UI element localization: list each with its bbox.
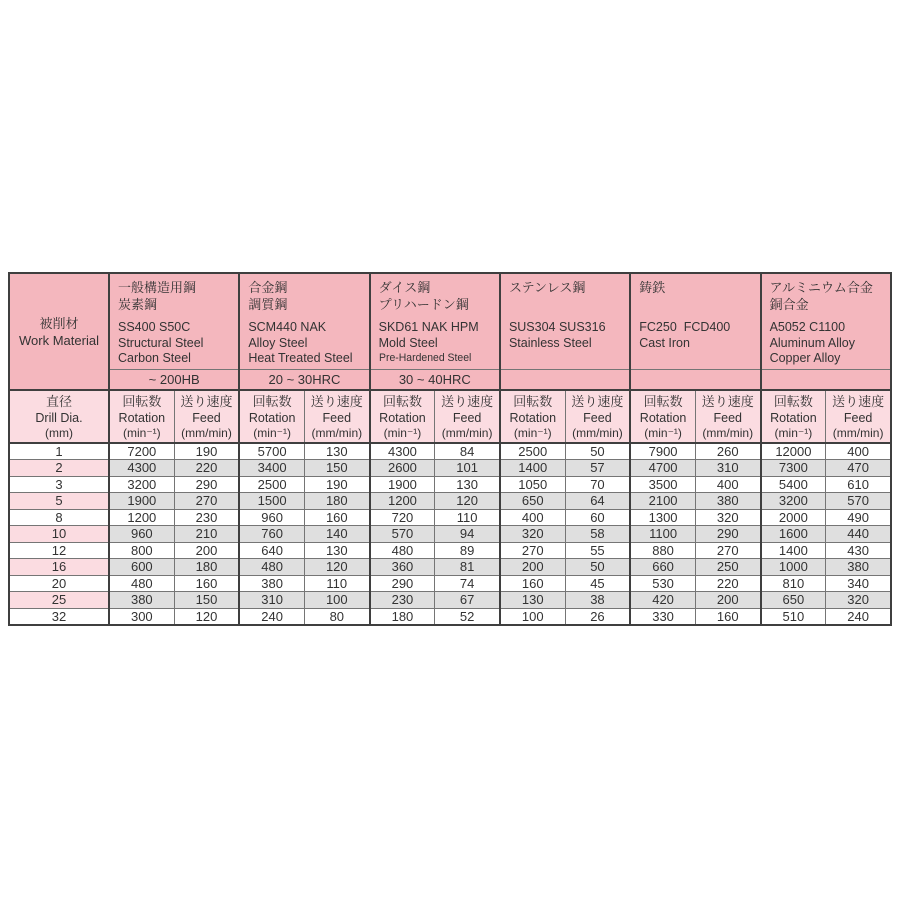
material-name-jp-line: 銅合金 <box>769 296 809 312</box>
value-cell: 2500 <box>239 476 304 493</box>
table-row <box>9 443 891 460</box>
value-cell: 5400 <box>761 476 826 493</box>
rotation-header-line: 回転数 <box>773 393 813 409</box>
value-cell: 180 <box>304 493 369 510</box>
value-cell: 380 <box>239 575 304 592</box>
feed-header-line: (mm/min) <box>311 425 363 440</box>
table-body <box>9 443 891 625</box>
value-cell: 310 <box>695 460 760 477</box>
material-header <box>239 273 369 369</box>
value-cell: 260 <box>695 443 760 460</box>
material-name-en-line: Aluminum Alloy <box>769 335 856 350</box>
rotation-header-line: 回転数 <box>382 393 422 409</box>
value-cell: 230 <box>174 509 239 526</box>
work-material-header <box>9 273 109 390</box>
value-cell: 7200 <box>109 443 174 460</box>
material-name-en <box>639 320 755 351</box>
dia-cell: 3 <box>9 476 109 493</box>
material-name-en-line: Structural Steel <box>118 335 204 350</box>
value-cell: 270 <box>695 542 760 559</box>
material-name-en-line: FC250 FCD400 <box>639 320 731 334</box>
material-header <box>109 273 239 369</box>
value-cell: 200 <box>500 559 565 576</box>
dia-header <box>9 390 109 443</box>
value-cell: 7900 <box>630 443 695 460</box>
value-cell: 290 <box>370 575 435 592</box>
value-cell: 240 <box>239 608 304 625</box>
value-cell: 290 <box>174 476 239 493</box>
table-row <box>9 476 891 493</box>
rotation-header <box>630 390 695 443</box>
rotation-header <box>109 390 174 443</box>
value-cell: 610 <box>826 476 891 493</box>
value-cell: 360 <box>370 559 435 576</box>
value-cell: 470 <box>826 460 891 477</box>
material-name-en-line: Cast Iron <box>639 335 690 350</box>
value-cell: 67 <box>435 592 500 609</box>
value-cell: 660 <box>630 559 695 576</box>
value-cell: 130 <box>304 542 369 559</box>
material-name-en-line: Alloy Steel <box>248 335 308 350</box>
value-cell: 640 <box>239 542 304 559</box>
table-wrap <box>8 272 892 626</box>
value-cell: 380 <box>695 493 760 510</box>
value-cell: 220 <box>695 575 760 592</box>
feed-header <box>565 390 630 443</box>
value-cell: 160 <box>500 575 565 592</box>
table-row <box>9 542 891 559</box>
value-cell: 880 <box>630 542 695 559</box>
hardness-cell <box>630 369 760 390</box>
rotation-header-line: (min⁻¹) <box>383 425 422 440</box>
material-name-en-line: A5052 C1100 <box>769 320 846 334</box>
value-cell: 480 <box>109 575 174 592</box>
value-cell: 270 <box>174 493 239 510</box>
value-cell: 1300 <box>630 509 695 526</box>
value-cell: 400 <box>500 509 565 526</box>
value-cell: 210 <box>174 526 239 543</box>
value-cell: 1200 <box>370 493 435 510</box>
value-cell: 400 <box>695 476 760 493</box>
hardness-cell: 20 ~ 30HRC <box>239 369 369 390</box>
value-cell: 130 <box>500 592 565 609</box>
rotation-header-line: Rotation <box>639 410 687 425</box>
value-cell: 230 <box>370 592 435 609</box>
dia-cell: 16 <box>9 559 109 576</box>
material-name-en-line: SKD61 NAK HPM <box>378 320 479 334</box>
value-cell: 4300 <box>109 460 174 477</box>
dia-cell: 32 <box>9 608 109 625</box>
value-cell: 1050 <box>500 476 565 493</box>
value-cell: 150 <box>174 592 239 609</box>
material-name-jp-line: 一般構造用鋼 <box>118 280 197 295</box>
value-cell: 58 <box>565 526 630 543</box>
value-cell: 3400 <box>239 460 304 477</box>
value-cell: 4700 <box>630 460 695 477</box>
table-row <box>9 526 891 543</box>
rotation-header-line: (min⁻¹) <box>122 425 161 440</box>
dia-cell: 5 <box>9 493 109 510</box>
value-cell: 1500 <box>239 493 304 510</box>
value-cell: 57 <box>565 460 630 477</box>
value-cell: 2600 <box>370 460 435 477</box>
cutting-conditions-table <box>8 272 892 626</box>
rotation-header <box>370 390 435 443</box>
value-cell: 190 <box>174 443 239 460</box>
hardness-row <box>9 369 891 390</box>
rotation-header-line: 回転数 <box>252 393 292 409</box>
value-cell: 570 <box>370 526 435 543</box>
value-cell: 650 <box>761 592 826 609</box>
value-cell: 100 <box>304 592 369 609</box>
value-cell: 100 <box>500 608 565 625</box>
value-cell: 64 <box>565 493 630 510</box>
material-name-jp-line: 炭素鋼 <box>118 296 158 312</box>
value-cell: 55 <box>565 542 630 559</box>
value-cell: 70 <box>565 476 630 493</box>
material-name-en-line: Carbon Steel <box>118 351 191 365</box>
value-cell: 3500 <box>630 476 695 493</box>
table-row <box>9 575 891 592</box>
rotation-header-line: (min⁻¹) <box>253 425 291 440</box>
feed-header <box>695 390 760 443</box>
rotation-header <box>500 390 565 443</box>
value-cell: 240 <box>826 608 891 625</box>
value-cell: 130 <box>304 443 369 460</box>
value-cell: 810 <box>761 575 826 592</box>
material-name-jp <box>509 280 625 314</box>
material-name-en-line: Mold Steel <box>378 335 438 350</box>
dia-header-line: (mm) <box>45 425 73 440</box>
value-cell: 1400 <box>761 542 826 559</box>
value-cell: 140 <box>304 526 369 543</box>
table-row <box>9 608 891 625</box>
feed-header-line: Feed <box>192 410 221 425</box>
rotation-header-line: Rotation <box>118 410 166 425</box>
value-cell: 220 <box>174 460 239 477</box>
value-cell: 760 <box>239 526 304 543</box>
value-cell: 380 <box>826 559 891 576</box>
value-cell: 310 <box>239 592 304 609</box>
value-cell: 4300 <box>370 443 435 460</box>
table-row <box>9 559 891 576</box>
hardness-cell <box>761 369 891 390</box>
value-cell: 2000 <box>761 509 826 526</box>
dia-cell: 12 <box>9 542 109 559</box>
value-cell: 81 <box>435 559 500 576</box>
material-name-jp-line: 合金鋼 <box>248 280 288 295</box>
value-cell: 1900 <box>109 493 174 510</box>
dia-cell: 10 <box>9 526 109 543</box>
value-cell: 300 <box>109 608 174 625</box>
rotation-header-line: 回転数 <box>643 393 683 409</box>
value-cell: 94 <box>435 526 500 543</box>
value-cell: 480 <box>239 559 304 576</box>
feed-header-line: (mm/min) <box>832 425 884 440</box>
value-cell: 1100 <box>630 526 695 543</box>
subheader-row <box>9 390 891 443</box>
feed-header-line: (mm/min) <box>702 425 754 440</box>
feed-header <box>826 390 891 443</box>
feed-header-line: (mm/min) <box>441 425 493 440</box>
table-row <box>9 493 891 510</box>
value-cell: 330 <box>630 608 695 625</box>
rotation-header-line: (min⁻¹) <box>774 425 813 440</box>
value-cell: 110 <box>304 575 369 592</box>
material-name-en-line: Stainless Steel <box>508 335 592 350</box>
value-cell: 84 <box>435 443 500 460</box>
material-name-en <box>509 320 625 351</box>
material-name-en-line: SUS304 SUS316 <box>508 320 606 334</box>
value-cell: 120 <box>304 559 369 576</box>
table-row <box>9 460 891 477</box>
table-header <box>9 273 891 443</box>
value-cell: 320 <box>695 509 760 526</box>
value-cell: 7300 <box>761 460 826 477</box>
feed-header-line: 送り速度 <box>441 393 494 409</box>
value-cell: 3200 <box>761 493 826 510</box>
feed-header <box>304 390 369 443</box>
value-cell: 200 <box>695 592 760 609</box>
material-header <box>370 273 500 369</box>
rotation-header-line: (min⁻¹) <box>644 425 682 440</box>
rotation-header-line: Rotation <box>248 410 296 425</box>
material-name-jp-line: プリハードン鋼 <box>378 296 469 312</box>
value-cell: 1200 <box>109 509 174 526</box>
value-cell: 50 <box>565 443 630 460</box>
material-name-jp <box>639 280 755 314</box>
material-name-jp <box>118 280 234 314</box>
rotation-header-line: 回転数 <box>513 393 553 409</box>
material-name-jp-line: 調質鋼 <box>248 296 288 312</box>
material-header-row <box>9 273 891 369</box>
hardness-cell: 30 ~ 40HRC <box>370 369 500 390</box>
hardness-cell: ~ 200HB <box>109 369 239 390</box>
value-cell: 26 <box>565 608 630 625</box>
value-cell: 180 <box>174 559 239 576</box>
work-material-label: 被削材 <box>39 315 79 331</box>
material-name-en-line: Heat Treated Steel <box>248 351 353 365</box>
dia-cell: 25 <box>9 592 109 609</box>
value-cell: 200 <box>174 542 239 559</box>
dia-cell: 1 <box>9 443 109 460</box>
material-header <box>630 273 760 369</box>
value-cell: 160 <box>304 509 369 526</box>
value-cell: 490 <box>826 509 891 526</box>
work-material-label: Work Material <box>19 332 99 348</box>
value-cell: 180 <box>370 608 435 625</box>
feed-header <box>174 390 239 443</box>
feed-header-line: (mm/min) <box>572 425 623 440</box>
material-name-en-line: Copper Alloy <box>769 351 841 365</box>
value-cell: 150 <box>304 460 369 477</box>
feed-header-line: 送り速度 <box>571 393 624 409</box>
material-header <box>500 273 630 369</box>
value-cell: 120 <box>435 493 500 510</box>
value-cell: 320 <box>500 526 565 543</box>
rotation-header-line: Rotation <box>509 410 557 425</box>
value-cell: 12000 <box>761 443 826 460</box>
dia-cell: 2 <box>9 460 109 477</box>
dia-header-line: Drill Dia. <box>35 410 83 425</box>
rotation-header-line: (min⁻¹) <box>513 425 552 440</box>
feed-header <box>435 390 500 443</box>
value-cell: 570 <box>826 493 891 510</box>
rotation-header <box>761 390 826 443</box>
value-cell: 400 <box>826 443 891 460</box>
value-cell: 530 <box>630 575 695 592</box>
material-name-en <box>770 320 886 367</box>
feed-header-line: Feed <box>843 410 873 425</box>
value-cell: 1400 <box>500 460 565 477</box>
material-name-jp <box>379 280 495 314</box>
value-cell: 89 <box>435 542 500 559</box>
feed-header-line: Feed <box>713 410 742 425</box>
value-cell: 3200 <box>109 476 174 493</box>
feed-header-line: Feed <box>583 410 612 425</box>
value-cell: 74 <box>435 575 500 592</box>
value-cell: 38 <box>565 592 630 609</box>
value-cell: 250 <box>695 559 760 576</box>
feed-header-line: 送り速度 <box>180 393 233 409</box>
dia-cell: 8 <box>9 509 109 526</box>
material-name-en-line: SCM440 NAK <box>248 320 327 334</box>
value-cell: 720 <box>370 509 435 526</box>
feed-header-line: (mm/min) <box>181 425 232 440</box>
rotation-header-line: Rotation <box>379 410 426 425</box>
material-name-jp <box>770 280 886 314</box>
material-name-en-line: SS400 S50C <box>118 320 191 334</box>
material-header <box>761 273 891 369</box>
value-cell: 130 <box>435 476 500 493</box>
value-cell: 5700 <box>239 443 304 460</box>
table-row <box>9 509 891 526</box>
value-cell: 270 <box>500 542 565 559</box>
value-cell: 800 <box>109 542 174 559</box>
value-cell: 50 <box>565 559 630 576</box>
value-cell: 440 <box>826 526 891 543</box>
value-cell: 510 <box>761 608 826 625</box>
value-cell: 2500 <box>500 443 565 460</box>
value-cell: 2100 <box>630 493 695 510</box>
material-name-jp-line: ステンレス鋼 <box>508 280 586 295</box>
value-cell: 190 <box>304 476 369 493</box>
value-cell: 340 <box>826 575 891 592</box>
rotation-header-line: Rotation <box>770 410 817 425</box>
value-cell: 101 <box>435 460 500 477</box>
value-cell: 1600 <box>761 526 826 543</box>
feed-header-line: 送り速度 <box>701 393 754 409</box>
value-cell: 60 <box>565 509 630 526</box>
material-name-en <box>379 320 495 365</box>
value-cell: 320 <box>826 592 891 609</box>
value-cell: 52 <box>435 608 500 625</box>
value-cell: 80 <box>304 608 369 625</box>
value-cell: 1900 <box>370 476 435 493</box>
value-cell: 1000 <box>761 559 826 576</box>
dia-cell: 20 <box>9 575 109 592</box>
hardness-cell <box>500 369 630 390</box>
feed-header-line: 送り速度 <box>832 393 885 409</box>
value-cell: 430 <box>826 542 891 559</box>
table-row <box>9 592 891 609</box>
value-cell: 290 <box>695 526 760 543</box>
value-cell: 160 <box>174 575 239 592</box>
material-name-en <box>248 320 364 367</box>
material-name-jp-line: ダイス鋼 <box>378 280 431 295</box>
value-cell: 480 <box>370 542 435 559</box>
dia-header-line: 直径 <box>45 393 72 409</box>
material-name-jp <box>248 280 364 314</box>
value-cell: 120 <box>174 608 239 625</box>
value-cell: 960 <box>109 526 174 543</box>
value-cell: 380 <box>109 592 174 609</box>
feed-header-line: Feed <box>322 410 352 425</box>
material-name-en-line: Pre-Hardened Steel <box>378 352 471 364</box>
material-name-jp-line: 鋳鉄 <box>639 280 666 295</box>
value-cell: 160 <box>695 608 760 625</box>
value-cell: 960 <box>239 509 304 526</box>
value-cell: 110 <box>435 509 500 526</box>
value-cell: 45 <box>565 575 630 592</box>
material-name-jp-line: アルミニウム合金 <box>769 280 873 295</box>
value-cell: 420 <box>630 592 695 609</box>
feed-header-line: Feed <box>452 410 482 425</box>
rotation-header-line: 回転数 <box>122 393 162 409</box>
material-name-en <box>118 320 234 367</box>
rotation-header <box>239 390 304 443</box>
feed-header-line: 送り速度 <box>310 393 363 409</box>
value-cell: 600 <box>109 559 174 576</box>
value-cell: 650 <box>500 493 565 510</box>
